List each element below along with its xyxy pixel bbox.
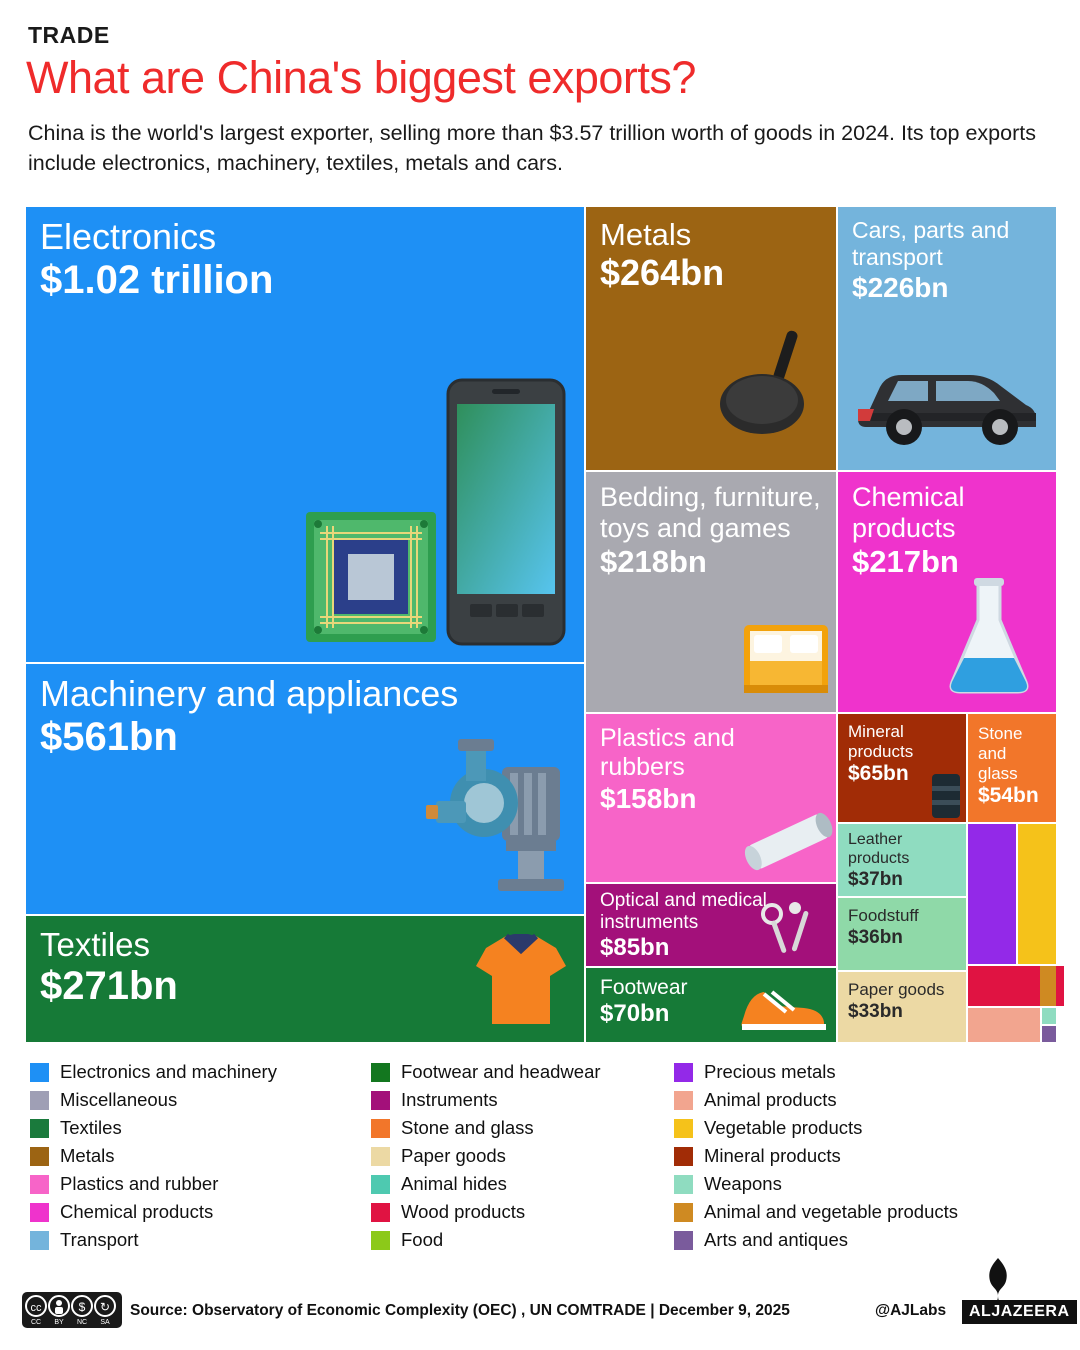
source-credit: Source: Observatory of Economic Complexity (OEC) , UN COMTRADE | December 9, 2025 (130, 1302, 790, 1319)
svg-text:BY: BY (54, 1319, 64, 1326)
treemap-cell-label: Electronics (40, 216, 217, 257)
legend-swatch (30, 1063, 49, 1082)
treemap-cell-foodstuff[interactable] (838, 898, 966, 970)
treemap-cell-value: $226bn (852, 272, 949, 303)
treemap-cell-value: $218bn (600, 544, 707, 579)
legend-label: Mineral products (704, 1145, 841, 1166)
legend-swatch (30, 1147, 49, 1166)
legend-swatch (371, 1147, 390, 1166)
legend-swatch (30, 1231, 49, 1250)
legend-swatch (30, 1175, 49, 1194)
treemap-cell-stone-glass[interactable] (968, 714, 1056, 822)
treemap-cell-footwear[interactable] (586, 968, 836, 1042)
creative-commons-badge (22, 1292, 122, 1328)
treemap-cell-electronics[interactable] (26, 207, 584, 662)
treemap-cell-label: Metals (600, 217, 692, 252)
aljazeera-wordmark: ALJAZEERA (962, 1300, 1077, 1324)
legend-swatch (674, 1091, 693, 1110)
svg-text:cc: cc (30, 1302, 42, 1314)
bed-icon (736, 607, 836, 707)
treemap-cell-value: $158bn (600, 783, 697, 814)
treemap-cell-label: Paper goods (848, 980, 945, 999)
legend-label: Arts and antiques (704, 1229, 848, 1250)
legend-label: Vegetable products (704, 1117, 863, 1138)
legend-label: Footwear and headwear (401, 1061, 601, 1082)
treemap-cell-value: $33bn (848, 1001, 903, 1022)
treemap-cell-transport[interactable] (838, 207, 1056, 470)
legend-label: Textiles (60, 1117, 122, 1138)
standfirst-text: China is the world's largest exporter, selling more than $3.57 trillion worth of goods in 2024. Its top exports include electronics, machinery, textiles, metals and cars. (28, 121, 1036, 175)
ajlabs-handle: @AJLabs (875, 1302, 947, 1319)
legend-label: Wood products (401, 1201, 526, 1222)
legend-item (30, 1086, 370, 1114)
legend-item (371, 1170, 691, 1198)
legend-item (674, 1058, 1054, 1086)
treemap-cell-value: $36bn (848, 927, 903, 948)
legend-swatch (30, 1091, 49, 1110)
legend-item (674, 1142, 1054, 1170)
treemap-cell-label: Optical and medical instruments (600, 890, 767, 933)
treemap-cell-value: $65bn (848, 762, 909, 785)
legend-label: Animal hides (401, 1173, 507, 1194)
legend-swatch (674, 1147, 693, 1166)
legend-swatch (30, 1203, 49, 1222)
legend-item (371, 1114, 691, 1142)
treemap-cell-label: Plastics and rubbers (600, 724, 735, 781)
treemap-cell-label: Cars, parts and transport (852, 217, 1010, 270)
treemap-cell-value: $561bn (40, 715, 178, 759)
legend-item (30, 1142, 370, 1170)
legend-label: Precious metals (704, 1061, 836, 1082)
treemap-cell-label: Leather products (848, 831, 910, 867)
page-title: What are China's biggest exports? (26, 52, 696, 103)
legend-swatch (674, 1231, 693, 1250)
legend-item (674, 1198, 1054, 1226)
smartphone-icon (426, 372, 584, 652)
treemap-cell-value: $217bn (852, 544, 959, 579)
treemap-cell-value: $70bn (600, 1000, 670, 1027)
svg-text:SA: SA (100, 1319, 110, 1326)
legend-label: Transport (60, 1229, 139, 1250)
kicker-label: TRADE (28, 22, 110, 48)
legend-swatch (674, 1063, 693, 1082)
legend-swatch (371, 1231, 390, 1250)
treemap-cell-label: Bedding, furniture, toys and games (600, 482, 821, 543)
car-icon (850, 347, 1050, 457)
treemap-cell-leather[interactable] (838, 824, 966, 896)
legend-item (371, 1086, 691, 1114)
legend-swatch (371, 1119, 390, 1138)
legend-swatch (30, 1119, 49, 1138)
chart-legend (26, 1058, 1056, 1248)
legend-item (30, 1226, 370, 1254)
treemap-cell-metals[interactable] (586, 207, 836, 470)
treemap-cell-value: $271bn (40, 964, 178, 1008)
legend-label: Weapons (704, 1173, 782, 1194)
treemap-cell-value: $37bn (848, 869, 903, 890)
legend-item (30, 1114, 370, 1142)
treemap-cell-arts-antiques[interactable] (1042, 1026, 1056, 1042)
treemap-cell-vegetable-products[interactable] (1018, 824, 1056, 964)
legend-swatch (674, 1119, 693, 1138)
legend-item (30, 1170, 370, 1198)
legend-item (30, 1198, 370, 1226)
treemap-cell-value: $54bn (978, 784, 1039, 807)
legend-swatch (371, 1203, 390, 1222)
treemap-cell-animal-products[interactable] (968, 1008, 1040, 1042)
treemap-cell-plastics[interactable] (586, 714, 836, 882)
treemap-cell-precious-metals[interactable] (968, 824, 1016, 964)
treemap-cell-bedding[interactable] (586, 472, 836, 712)
legend-item (674, 1226, 1054, 1254)
legend-item (371, 1226, 691, 1254)
legend-swatch (674, 1175, 693, 1194)
svg-text:NC: NC (76, 1319, 88, 1326)
svg-text:↻: ↻ (99, 1300, 111, 1314)
legend-item (371, 1142, 691, 1170)
legend-label: Paper goods (401, 1145, 506, 1166)
legend-item (674, 1114, 1054, 1142)
legend-label: Electronics and machinery (60, 1061, 277, 1082)
frying-pan-icon (706, 322, 836, 452)
legend-label: Plastics and rubber (60, 1173, 219, 1194)
legend-swatch (371, 1091, 390, 1110)
legend-swatch (674, 1203, 693, 1222)
legend-item (674, 1170, 1054, 1198)
treemap-cell-label: Stone and glass (978, 724, 1023, 783)
treemap-cell-label: Machinery and appliances (40, 673, 459, 714)
treemap-cell-value: $264bn (600, 252, 725, 293)
svg-text:CC: CC (30, 1319, 42, 1326)
legend-label: Chemical products (60, 1201, 214, 1222)
legend-item (371, 1198, 691, 1226)
treemap-cell-minerals[interactable] (838, 714, 966, 822)
treemap-cell-label: Chemical products (852, 482, 965, 543)
legend-label: Instruments (401, 1089, 498, 1110)
legend-item (371, 1058, 691, 1086)
treemap-cell-animal-vegetable[interactable] (1040, 966, 1056, 1006)
treemap-cell-machinery[interactable] (26, 664, 584, 914)
legend-label: Animal and vegetable products (704, 1201, 959, 1222)
legend-swatch (371, 1175, 390, 1194)
treemap-cell-label: Mineral products (848, 722, 914, 761)
treemap-cell-weapons[interactable] (1042, 1008, 1056, 1024)
treemap-cell-instruments[interactable] (586, 884, 836, 966)
legend-label: Stone and glass (401, 1117, 534, 1138)
treemap-cell-label: Textiles (40, 926, 151, 963)
legend-label: Animal products (704, 1089, 837, 1110)
legend-swatch (371, 1063, 390, 1082)
treemap-cell-value: $85bn (600, 934, 670, 961)
svg-text:$: $ (78, 1300, 86, 1314)
treemap-chart (26, 207, 1056, 1042)
treemap-cell-label: Footwear (600, 976, 688, 999)
treemap-cell-chemicals[interactable] (838, 472, 1056, 712)
microchip-icon (296, 502, 446, 652)
flask-icon (934, 572, 1044, 702)
legend-label: Food (401, 1229, 444, 1250)
footer (0, 1282, 1080, 1350)
legend-label: Metals (60, 1145, 115, 1166)
treemap-cell-value: $1.02 trillion (40, 258, 274, 302)
treemap-cell-paper[interactable] (838, 972, 966, 1042)
legend-item (674, 1086, 1054, 1114)
legend-item (30, 1058, 370, 1086)
legend-label: Miscellaneous (60, 1089, 178, 1110)
treemap-cell-textiles[interactable] (26, 916, 584, 1042)
treemap-cell-label: Foodstuff (848, 906, 919, 925)
